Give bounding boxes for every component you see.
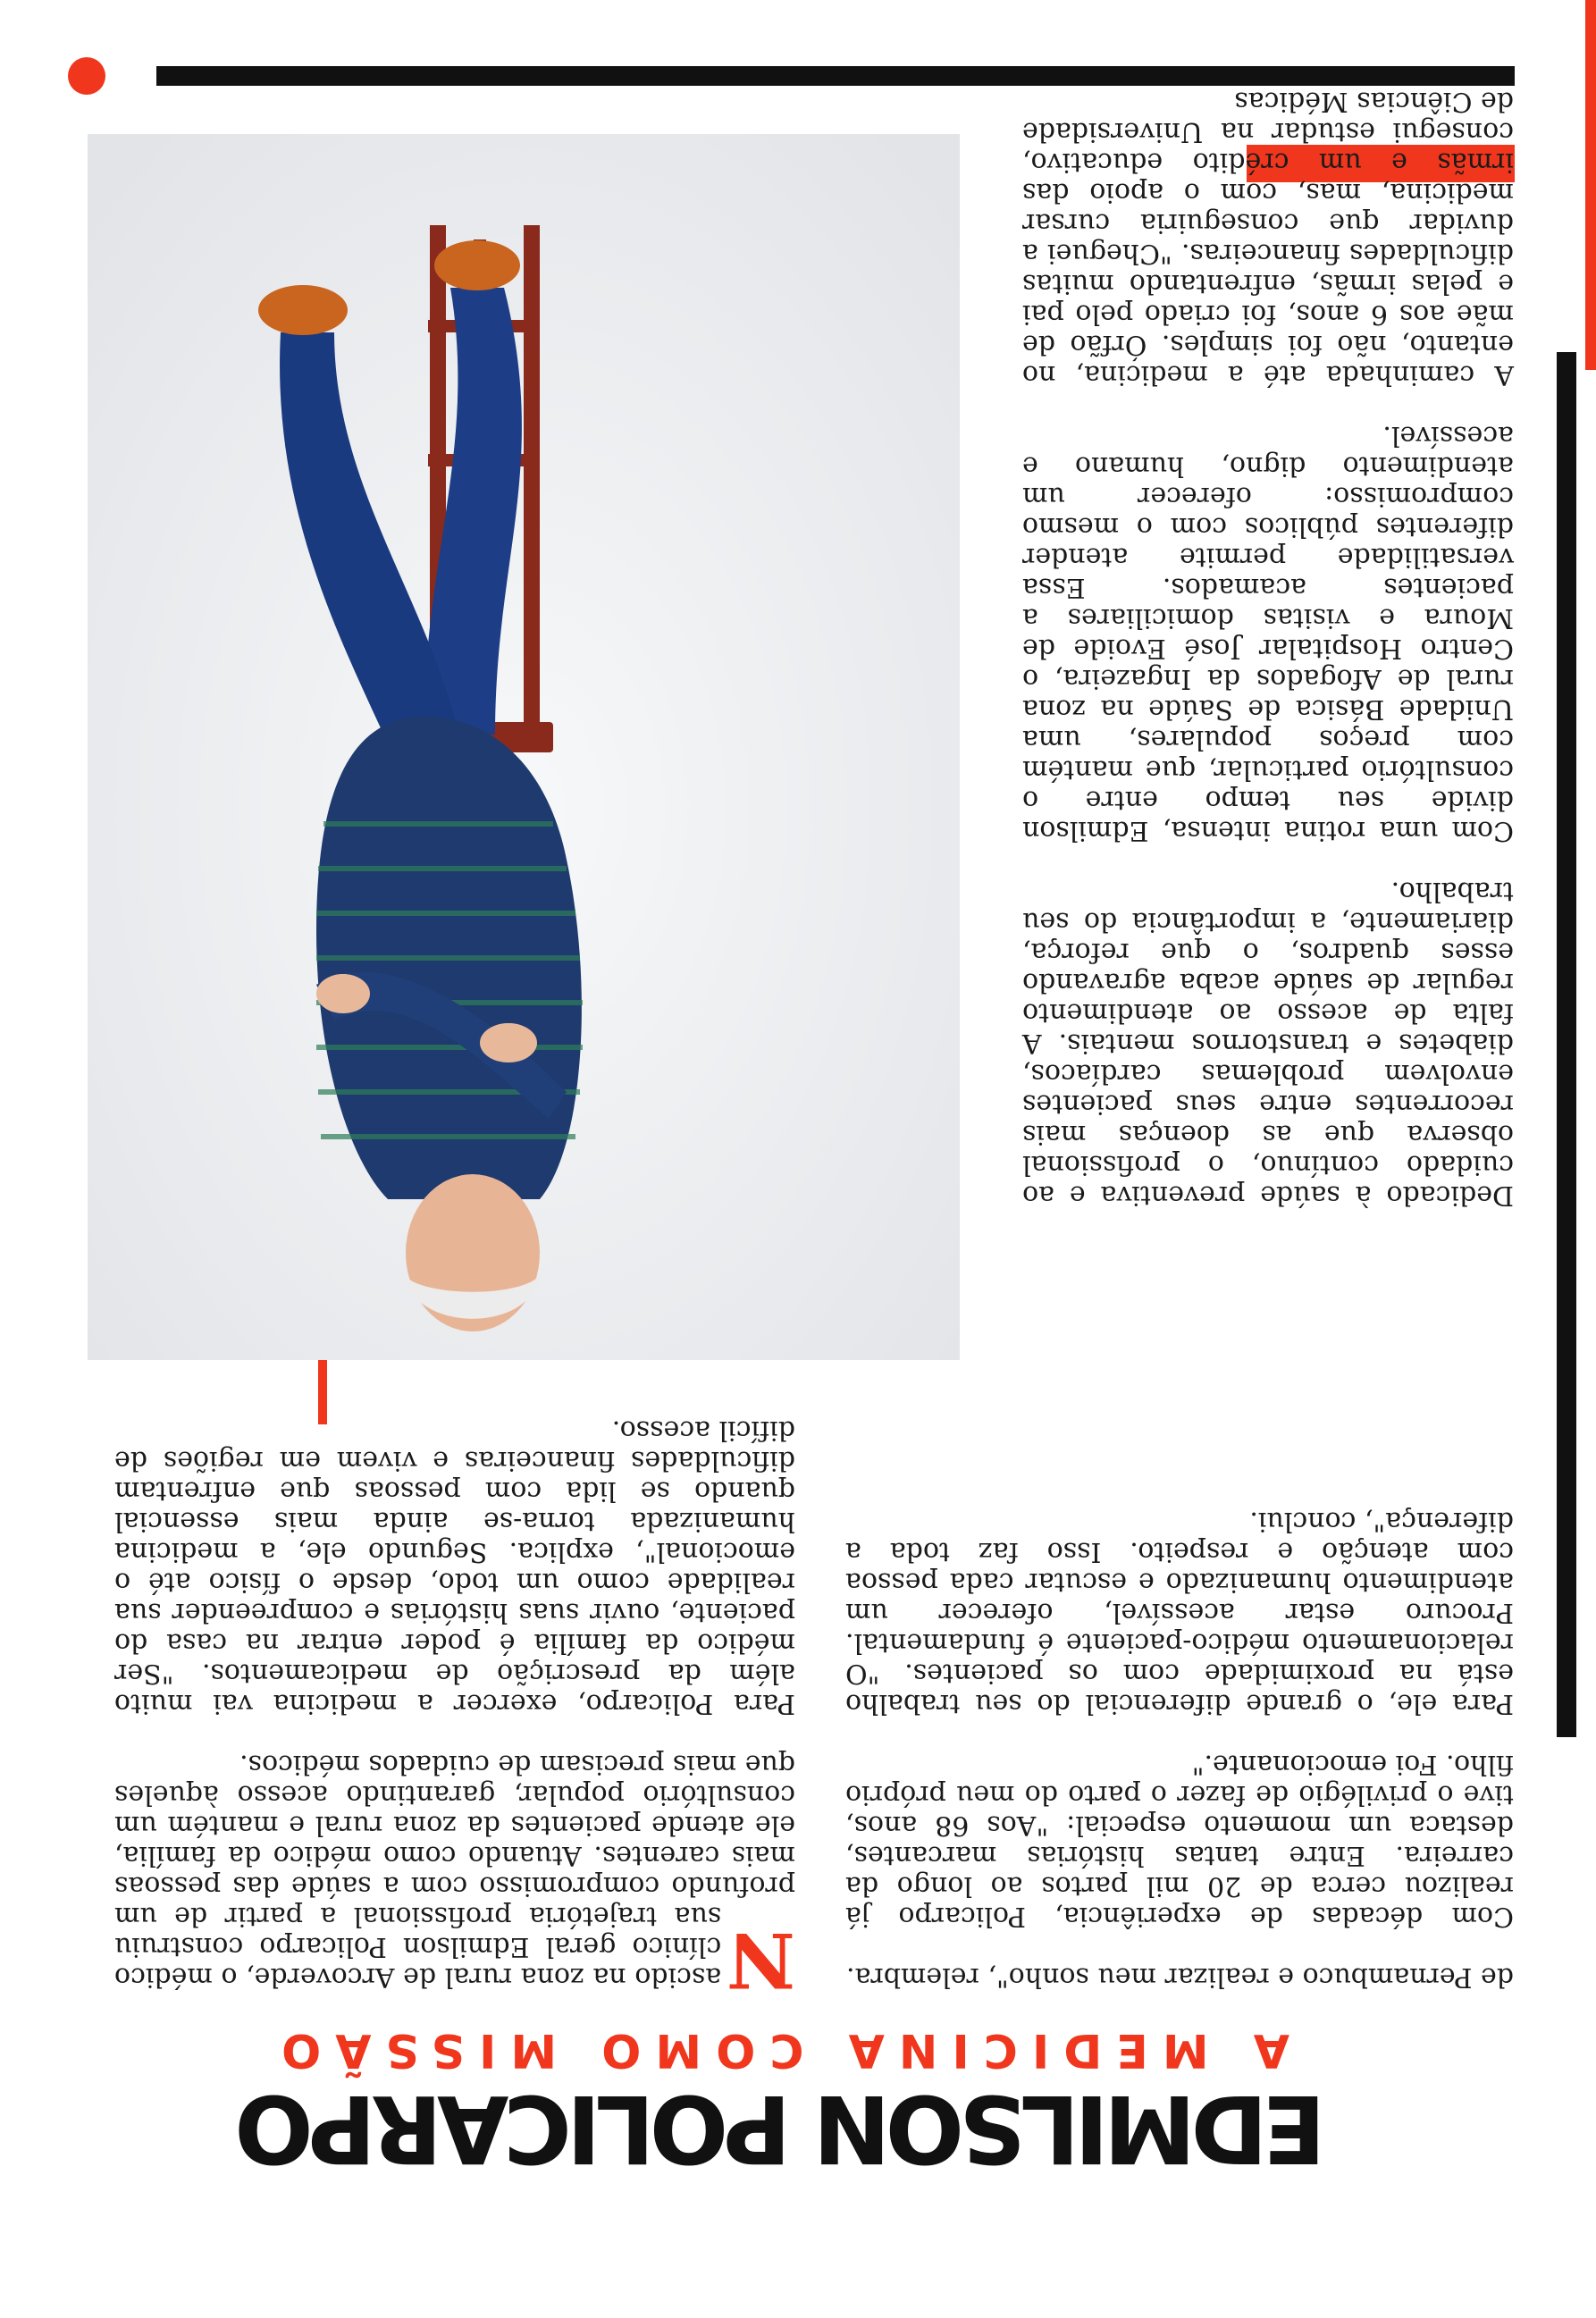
paragraph: de Pernambuco e realizar meu sonho", relembra. [846, 1961, 1514, 1993]
opening-text: ascido na zona rural de Arcoverde, o médico clínico geral Edmilson Policarpo construiu sua trajetória profissional a partir de um profundo compromisso com a saúde das pessoas mais carentes. Atuando como médico da família, ele atende pacientes da zona rural e mantém um consultório popular, garantindo acesso àqueles que mais precisam de cuidados médicos. [114, 1749, 795, 1993]
article-column-right [1022, 86, 1514, 1210]
bottom-black-bar [156, 66, 1515, 86]
headline-name: EDMILSON POLICARPO [239, 2074, 1326, 2183]
red-dot [68, 57, 105, 95]
paragraph: Para Policarpo, exercer a medicina vai muito além da prescrição de medicamentos. "Ser médico da família é poder entrar na casa do paciente, ouvir suas histórias e compreender sua realidade como um todo, desde o físico até o emocional", explica. Segundo ele, a medicina humanizada torna-se ainda mais essencial quando se lida com pessoas que enfrentam dificuldades financeiras e vivem em regiões de difícil acesso. [114, 1415, 795, 1719]
paragraph: Para ele, o grande diferencial do seu trabalho está na proximidade com os pacientes. "O relacionamento médico-paciente é fundamental. Procuro estar acessível, oferecer um atendimento humanizado e escutar cada pessoa com atenção e respeito. Isso faz toda a diferença", conclui. [845, 1506, 1514, 1719]
drop-cap: N [727, 1916, 795, 2004]
article-headline [202, 2023, 1364, 2183]
article-column-left [845, 1506, 1514, 1992]
paragraph: Com uma rotina intensa, Edmilson divide seu tempo entre o consultório particular, que mantém com preços populares, uma Unidade Básica de Saúde na zona rural de Afogados da Ingazeira, o Centro Hospitalar José Evoide de Moura e visitas domiciliares a pacientes acamados. Essa versatilidade permite atender diferentes públicos com o mesmo compromisso: oferecer um atendimento digno, humano e acessível. [1022, 420, 1514, 846]
opening-paragraph [114, 1749, 795, 2004]
side-black-bar [1557, 352, 1576, 1737]
portrait-photo [88, 134, 960, 1360]
paragraph: A caminhada até a medicina, no entanto, não foi simples. Órfão de mãe aos 6 anos, foi criado pelo pai e pelas irmãs, enfrentando muitas dificuldades financeiras. "Cheguei a duvidar que conseguiria cursar medicina, mas, com o apoio das irmãs e um crédito educativo, consegui estudar na Universidade de Ciências Médicas [1022, 86, 1514, 391]
paragraph: Dedicado à saúde preventiva e ao cuidado contínuo, o profissional observa que as doenças mais recorrentes entre seus pacientes envolvem problemas cardíacos, diabetes e transtornos mentais. A falta de acesso ao atendimento regular de saúde acaba agravando esses quadros, o que reforça, diariamente, a importância do seu trabalho. [1022, 876, 1514, 1211]
headline-subtitle: A MEDICINA COMO MISSÃO [266, 2023, 1290, 2077]
portrait-photo-icon [88, 134, 960, 1360]
top-accent-bar [1585, 0, 1596, 370]
article-column-middle [114, 1415, 795, 2004]
paragraph: Com décadas de experiência, Policarpo já realizou cerca de 20 mil partos ao longo da carreira. Entre tantas histórias marcantes, destaca um momento especial: "Aos 68 anos, tive o privilégio de fazer o parto do meu próprio filho. Foi emocionante." [845, 1749, 1514, 1932]
